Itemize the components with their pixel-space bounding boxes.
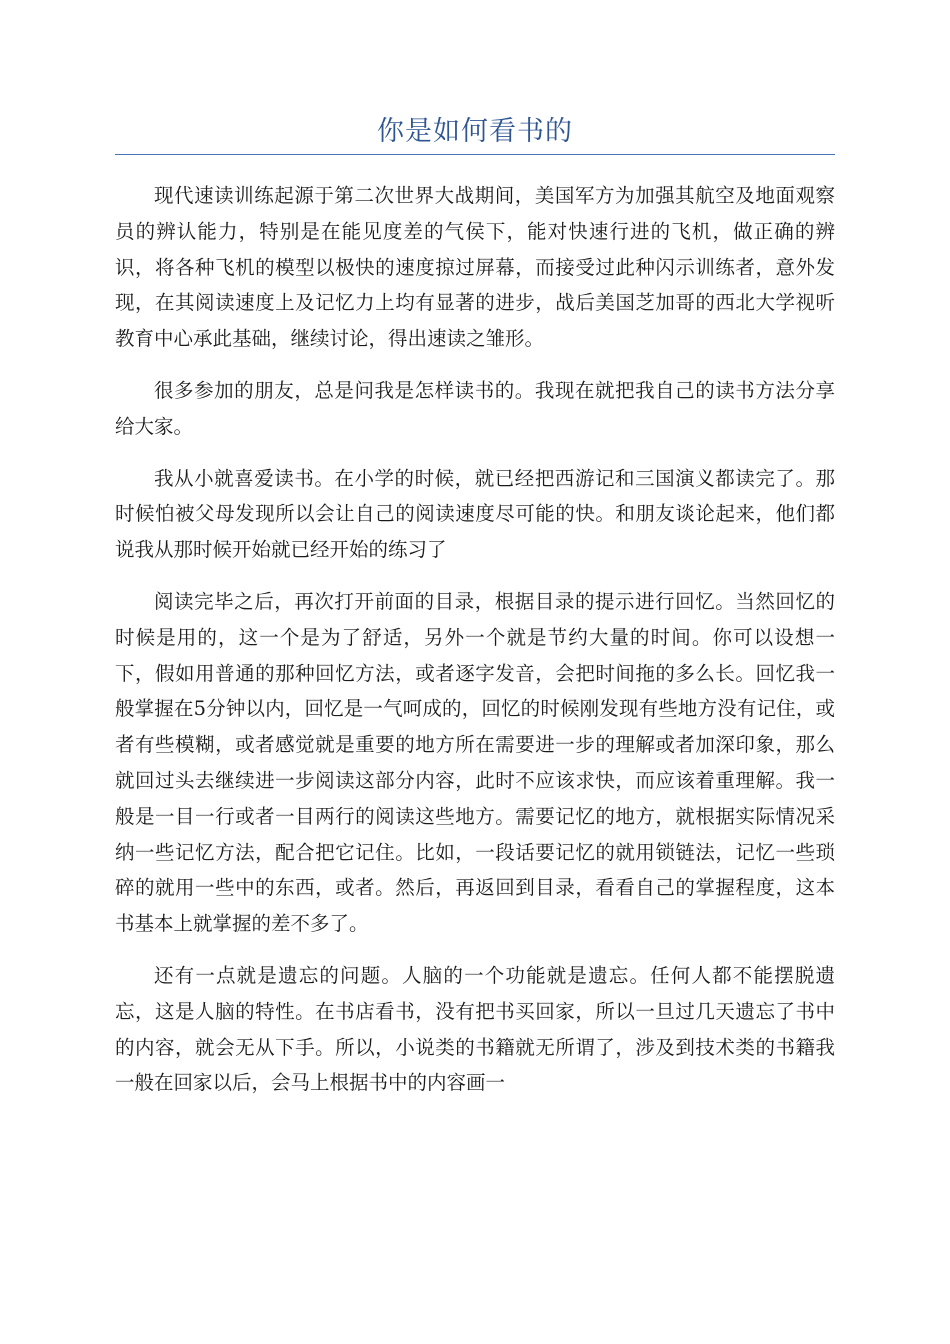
paragraph-1: 现代速读训练起源于第二次世界大战期间，美国军方为加强其航空及地面观察员的辨认能力，特别是在能见度差的气侯下，能对快速行进的飞机，做正确的辨识，将各种飞机的模型以极快的速度掠过屏幕，而接受过此种闪示训练者，意外发现，在其阅读速度上及记忆力上均有显著的进步，战后美国芝加哥的西北大学视听教育中心承此基础，继续讨论，得出速读之雏形。	[115, 184, 835, 351]
paragraph-2: 很多参加的朋友，总是问我是怎样读书的。我现在就把我自己的读书方法分享给大家。	[115, 378, 835, 438]
title-underline	[115, 154, 835, 155]
paragraph-4: 阅读完毕之后，再次打开前面的目录，根据目录的提示进行回忆。当然回忆的时候是用的，这一个是为了舒适，另外一个就是节约大量的时间。你可以设想一下，假如用普通的那种回忆方法，或者逐字发音，会把时间拖的多么长。回忆我一般掌握在5分钟以内，回忆是一气呵成的，回忆的时候刚发现有些地方没有记住，或者有些模糊，或者感觉就是重要的地方所在需要进一步的理解或者加深印象，那么就回过头去继续进一步阅读这部分内容，此时不应该求快，而应该着重理解。我一般是一目一行或者一目两行的阅读这些地方。需要记忆的地方，就根据实际情况采纳一些记忆方法，配合把它记住。比如，一段话要记忆的就用锁链法，记忆一些琐碎的就用一些中的东西，或者。然后，再返回到目录，看看自己的掌握程度，这本书基本上就掌握的差不多了。	[115, 589, 835, 936]
document-body	[115, 178, 835, 1117]
document-title: 你是如何看书的	[377, 116, 573, 147]
paragraph-3: 我从小就喜爱读书。在小学的时候，就已经把西游记和三国演义都读完了。那时候怕被父母发现所以会让自己的阅读速度尽可能的快。和朋友谈论起来，他们都说我从那时候开始就已经开始的练习了	[115, 466, 835, 562]
paragraph-5: 还有一点就是遗忘的问题。人脑的一个功能就是遗忘。任何人都不能摆脱遗忘，这是人脑的特性。在书店看书，没有把书买回家，所以一旦过几天遗忘了书中的内容，就会无从下手。所以，小说类的书籍就无所谓了，涉及到技术类的书籍我一般在回家以后，会马上根据书中的内容画一	[115, 963, 835, 1095]
